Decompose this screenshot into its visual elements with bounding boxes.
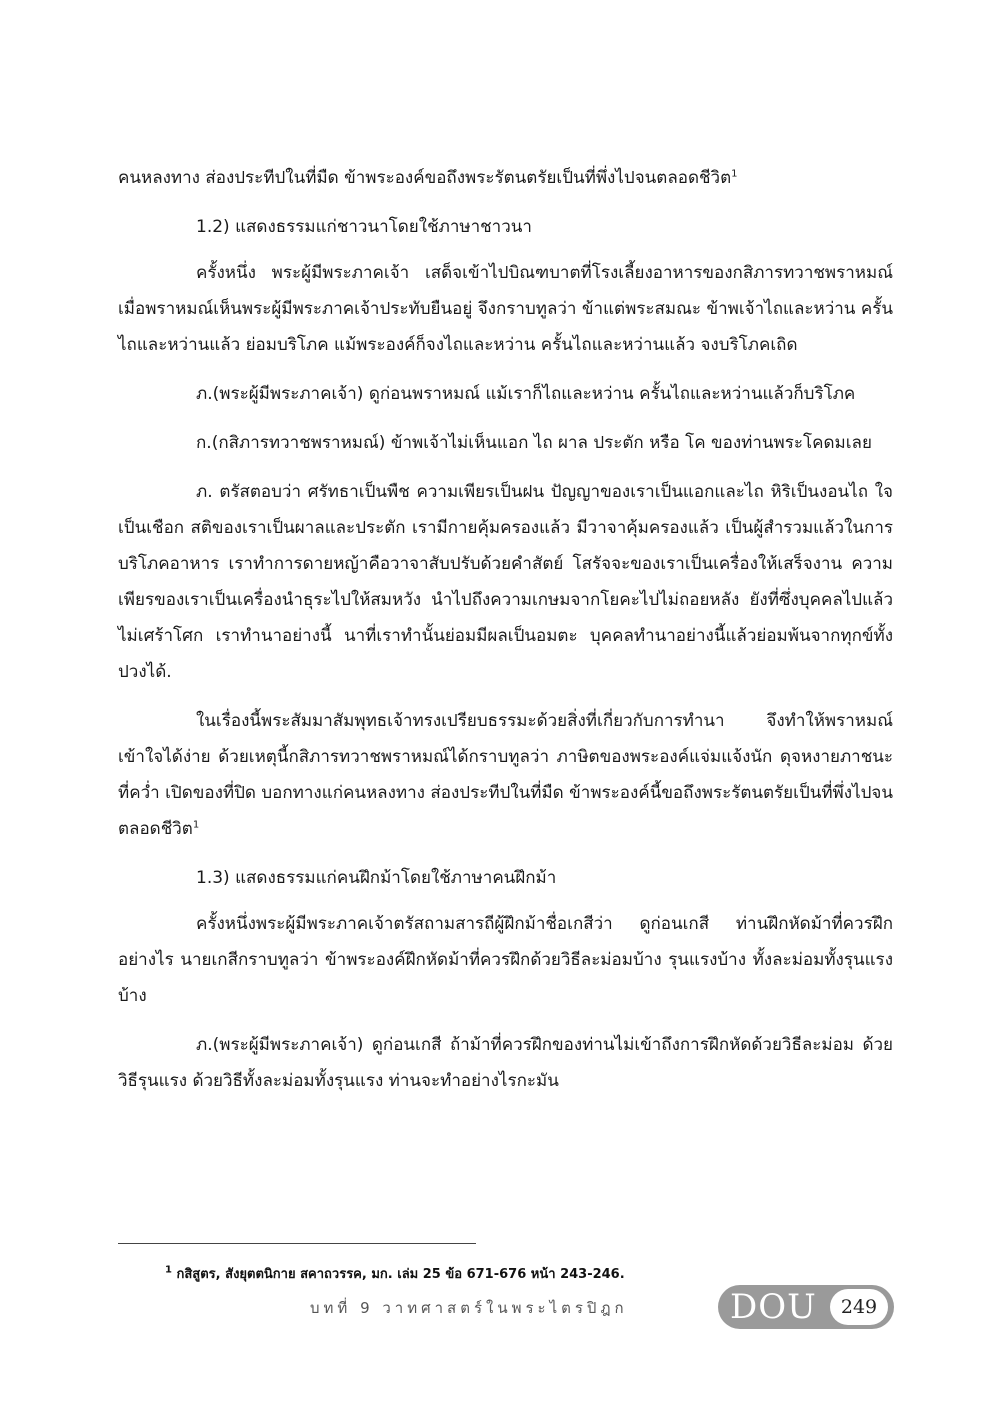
- footnote-ref: 1: [731, 168, 738, 180]
- footnote-marker: 1: [165, 1264, 172, 1276]
- paragraph: ครั้งหนึ่ง พระผู้มีพระภาคเจ้า เสด็จเข้าไปบิณฑบาตที่โรงเลี้ยงอาหารของกสิภารทวาชพราหมณ์ เมื่อพราหมณ์เห็นพระผู้มีพระภาคเจ้าประทับยืนอยู่ จึงกราบทูลว่า ข้าแต่พระสมณะ ข้าพเจ้าไถและหว่าน ครั้นไถและหว่านแล้ว ย่อมบริโภค แม้พระองค์ก็จงไถและหว่าน ครั้นไถและหว่านแล้ว จงบริโภคเถิด: [118, 263, 893, 355]
- section-heading-1-3: 1.3) แสดงธรรมแก่คนฝึกม้าโดยใช้ภาษาคนฝึกม้า: [196, 868, 557, 888]
- paragraph: ภ.(พระผู้มีพระภาคเจ้า) ดูก่อนเกสี ถ้าม้าที่ควรฝึกของท่านไม่เข้าถึงการฝึกหัดด้วยวิธีละม่อม ด้วยวิธีรุนแรง ด้วยวิธีทั้งละม่อมทั้งรุนแรง ท่านจะทำอย่างไรกะมัน: [118, 1035, 893, 1091]
- main-content: [118, 160, 893, 1112]
- footnote-ref: 1: [192, 819, 200, 831]
- footnote: [165, 1265, 865, 1285]
- page-badge: [718, 1285, 894, 1329]
- footnote-text: กสิสูตร, สังยุตตนิกาย สคาถวรรค, มก. เล่ม 25 ข้อ 671-676 หน้า 243-246.: [176, 1267, 625, 1282]
- page-number: 249: [830, 1289, 888, 1325]
- chapter-title: บทที่ 9 วาทศาสตร์ในพระไตรปิฎก: [310, 1299, 628, 1317]
- paragraph: ครั้งหนึ่งพระผู้มีพระภาคเจ้าตรัสถามสารถีผู้ฝึกม้าชื่อเกสีว่า ดูก่อนเกสี ท่านฝึกหัดม้าที่ควรฝึกอย่างไร นายเกสีกราบทูลว่า ข้าพระองค์ฝึกหัดม้าที่ควรฝึกด้วยวิธีละม่อมบ้าง รุนแรงบ้าง ทั้งละม่อมทั้งรุนแรงบ้าง: [118, 914, 893, 1006]
- paragraph: ภ. ตรัสตอบว่า ศรัทธาเป็นพืช ความเพียรเป็นฝน ปัญญาของเราเป็นแอกและไถ หิริเป็นงอนไถ ใจเป็นเชือก สติของเราเป็นผาลและประตัก เรามีกายคุ้มครองแล้ว มีวาจาคุ้มครองแล้ว เป็นผู้สำรวมแล้วในการบริโภคอาหาร เราทำการดายหญ้าคือวาจาสับปรับด้วยคำสัตย์ โสรัจจะของเราเป็นเครื่องให้เสร็จงาน ความเพียรของเราเป็นเครื่องนำธุระไปให้สมหวัง นำไปถึงความเกษมจากโยคะไปไม่ถอยหลัง ยังที่ซึ่งบุคคลไปแล้วไม่เศร้าโศก เราทำนาอย่างนี้ นาที่เราทำนั้นย่อมมีผลเป็นอมตะ บุคคลทำนาอย่างนี้แล้วย่อมพ้นจากทุกข์ทั้งปวงได้.: [118, 482, 893, 682]
- paragraph: ในเรื่องนี้พระสัมมาสัมพุทธเจ้าทรงเปรียบธรรมะด้วยสิ่งที่เกี่ยวกับการทำนา จึงทำให้พราหมณ์เข้าใจได้ง่าย ด้วยเหตุนี้กสิภารทวาชพราหมณ์ได้กราบทูลว่า ภาษิตของพระองค์แจ่มแจ้งนัก ดุจหงายภาชนะที่คว่ำ เปิดของที่ปิด บอกทางแก่คนหลงทาง ส่องประทีปในที่มืด ข้าพระองค์นี้ขอถึงพระรัตนตรัยเป็นที่พึ่งไปจนตลอดชีวิต$^1$: [118, 711, 893, 839]
- paragraph: ก.(กสิภารทวาชพราหมณ์) ข้าพเจ้าไม่เห็นแอก ไถ ผาล ประตัก หรือ โค ของท่านพระโคดมเลย: [196, 433, 872, 453]
- dou-logo: DOU: [730, 1287, 817, 1327]
- paragraph: คนหลงทาง ส่องประทีปในที่มืด ข้าพระองค์ขอถึงพระรัตนตรัยเป็นที่พึ่งไปจนตลอดชีวิต$^1$: [118, 168, 738, 188]
- paragraph: ภ.(พระผู้มีพระภาคเจ้า) ดูก่อนพราหมณ์ แม้เราก็ไถและหว่าน ครั้นไถและหว่านแล้วก็บริโภค: [196, 384, 856, 404]
- footnote-divider: [118, 1243, 476, 1244]
- section-heading-1-2: 1.2) แสดงธรรมแก่ชาวนาโดยใช้ภาษาชาวนา: [196, 217, 532, 237]
